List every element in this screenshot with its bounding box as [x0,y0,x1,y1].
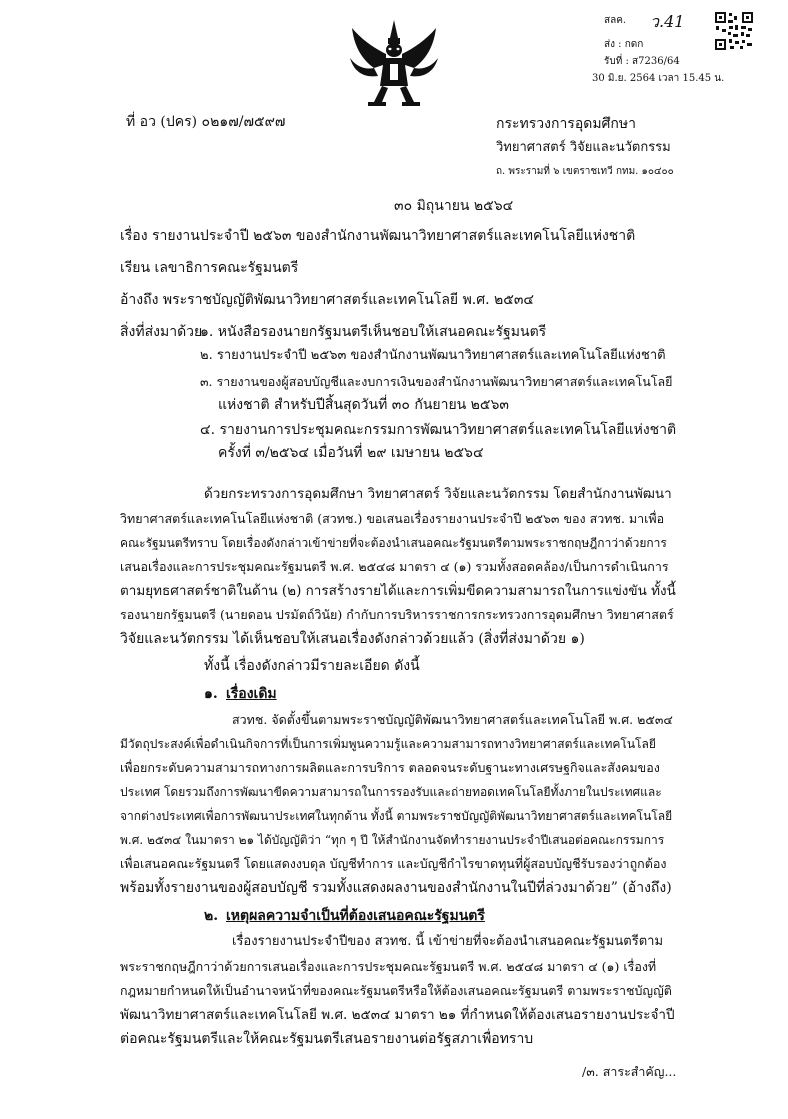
doc-number: ที่ อว (ปคร) ๐๒๑๗/๗๕๙๗ [126,114,286,130]
intro-line: วิจัยและนวัตกรรม ได้เห็นชอบให้เสนอเรื่องดังกล่าวด้วยแล้ว (สิ่งที่ส่งมาด้วย ๑) [120,631,585,647]
org-line-1: กระทรวงการอุดมศึกษา [496,116,636,132]
section1-line: สวทช. จัดตั้งขึ้นตามพระราชบัญญัติพัฒนาวิทยาศาสตร์และเทคโนโลยี พ.ศ. ๒๕๓๔ [232,712,673,727]
stamp-recv-datetime: 30 มิ.ย. 2564 เวลา 15.45 น. [592,73,725,84]
enclosures-label: สิ่งที่ส่งมาด้วย [120,324,203,340]
enclosure-item: ๔. รายงานการประชุมคณะกรรมการพัฒนาวิทยาศาสตร์และเทคโนโลยีแห่งชาติ [200,422,677,438]
org-line-2: วิทยาศาสตร์ วิจัยและนวัตกรรม [496,140,671,155]
stamp-send-label: ส่ง : กดก [604,39,644,50]
to-line: เรียน เลขาธิการคณะรัฐมนตรี [120,260,299,276]
enclosure-item: ๒. รายงานประจำปี ๒๕๖๓ ของสำนักงานพัฒนาวิทยาศาสตร์และเทคโนโลยีแห่งชาติ [200,348,666,363]
stamp-office-no: ว.41 [650,12,685,31]
section2-line: พัฒนาวิทยาศาสตร์และเทคโนโลยี พ.ศ. ๒๕๓๔ มาตรา ๒๑ ที่กำหนดให้ต้องเสนอรายงานประจำปี [120,1007,675,1023]
section1-line: เพื่อยกระดับความสามารถทางการผลิตและการบริการ ตลอดจนระดับฐานะทางเศรษฐกิจและสังคมของ [120,760,660,775]
section2-title: เหตุผลความจำเป็นที่ต้องเสนอคณะรัฐมนตรี [226,908,485,924]
stamp-recv-label: รับที่ : ส7236/64 [604,56,680,67]
section2-line: พระราชกฤษฎีกาว่าด้วยการเสนอเรื่องและการประชุมคณะรัฐมนตรี พ.ศ. ๒๕๔๘ มาตรา ๔ (๑) เรื่องที่ [120,959,657,974]
enclosure-item: ครั้งที่ ๓/๒๕๖๔ เมื่อวันที่ ๒๙ เมษายน ๒๕๖๔ [218,445,484,461]
qr-code-icon [715,12,753,50]
section1-line: เพื่อเสนอคณะรัฐมนตรี โดยแสดงงบดุล บัญชีทำการ และบัญชีกำไรขาดทุนที่ผู้สอบบัญชีรับรองว่าถูกต้อง [120,856,667,871]
section2-number: ๒. [204,908,219,924]
reference-line: อ้างถึง พระราชบัญญัติพัฒนาวิทยาศาสตร์และเทคโนโลยี พ.ศ. ๒๕๓๔ [120,292,535,308]
section2-line: เรื่องรายงานประจำปีของ สวทช. นี้ เข้าข่ายที่จะต้องนำเสนอคณะรัฐมนตรีตาม [232,934,664,949]
enclosure-item: ๓. รายงานของผู้สอบบัญชีและงบการเงินของสำนักงานพัฒนาวิทยาศาสตร์และเทคโนโลยี [200,374,673,389]
org-line-3: ถ. พระรามที่ ๖ เขตราชเทวี กทม. ๑๐๔๐๐ [496,166,674,177]
section1-line: ประเทศ โดยรวมถึงการพัฒนาขีดความสามารถในการรองรับและถ่ายทอดเทคโนโลยีทั้งภายในประเทศและ [120,785,662,799]
section1-title: เรื่องเดิม [226,686,277,702]
section2-line: ต่อคณะรัฐมนตรีและให้คณะรัฐมนตรีเสนอรายงานต่อรัฐสภาเพื่อทราบ [120,1031,534,1047]
garuda-emblem-icon [344,18,444,110]
intro-line: คณะรัฐมนตรีทราบ โดยเรื่องดังกล่าวเข้าข่ายที่จะต้องนำเสนอคณะรัฐมนตรีตามพระราชกฤษฎีกาว่าด้วยการ [120,536,667,550]
section1-line: มีวัตถุประสงค์เพื่อดำเนินกิจการที่เป็นการเพิ่มพูนความรู้และความสามารถทางวิทยาศาสตร์และเทคโนโลยี [120,737,656,751]
intro-line: ด้วยกระทรวงการอุดมศึกษา วิทยาศาสตร์ วิจัยและนวัตกรรม โดยสำนักงานพัฒนา [204,486,672,502]
section1-line: จากต่างประเทศเพื่อการพัฒนาประเทศในทุกด้าน ทั้งนี้ ตามพระราชบัญญัติพัฒนาวิทยาศาสตร์และเทคโนโลยี [120,809,673,823]
section1-line: พ.ศ. ๒๕๓๔ ในมาตรา ๒๑ ได้บัญญัติว่า “ทุก ๆ ปี ให้สำนักงานจัดทำรายงานประจำปีเสนอต่อคณะกรรมการ [120,833,665,847]
continuation-note: /๓. สาระสำคัญ... [582,1064,677,1079]
section1-line: พร้อมทั้งรายงานของผู้สอบบัญชี รวมทั้งแสดงผลงานของสำนักงานในปีที่ล่วงมาด้วย” (อ้างถึง) [120,880,672,896]
intro-line: รองนายกรัฐมนตรี (นายดอน ปรมัตถ์วินัย) กำกับการบริหารราชการกระทรวงการอุดมศึกษา วิทยาศาสตร์ [120,607,674,622]
detail-intro: ทั้งนี้ เรื่องดังกล่าวมีรายละเอียด ดังนี้ [204,658,420,674]
section2-line: กฎหมายกำหนดให้เป็นอำนาจหน้าที่ของคณะรัฐมนตรีหรือให้ต้องเสนอคณะรัฐมนตรี ตามพระราชบัญญัติ [120,983,672,998]
letter-date: ๓๐ มิถุนายน ๒๕๖๔ [394,198,514,214]
section1-number: ๑. [204,686,218,702]
stamp-office-label: สลค. [604,15,627,26]
intro-line: วิทยาศาสตร์และเทคโนโลยีแห่งชาติ (สวทช.) ขอเสนอเรื่องรายงานประจำปี ๒๕๖๓ ของ สวทช. มาเพื่อ [120,511,665,526]
subject-line: เรื่อง รายงานประจำปี ๒๕๖๓ ของสำนักงานพัฒนาวิทยาศาสตร์และเทคโนโลยีแห่งชาติ [120,228,636,244]
intro-line: ตามยุทธศาสตร์ชาติในด้าน (๒) การสร้างรายได้และการเพิ่มขีดความสามารถในการแข่งขัน ทั้งนี้ [120,583,676,599]
intro-line: เสนอเรื่องและการประชุมคณะรัฐมนตรี พ.ศ. ๒๕๔๘ มาตรา ๔ (๑) รวมทั้งสอดคล้อง/เป็นการดำเนินการ [120,559,669,574]
enclosure-item: แห่งชาติ สำหรับปีสิ้นสุดวันที่ ๓๐ กันยายน ๒๕๖๓ [218,397,509,413]
enclosure-item: ๑. หนังสือรองนายกรัฐมนตรีเห็นชอบให้เสนอคณะรัฐมนตรี [200,324,547,340]
